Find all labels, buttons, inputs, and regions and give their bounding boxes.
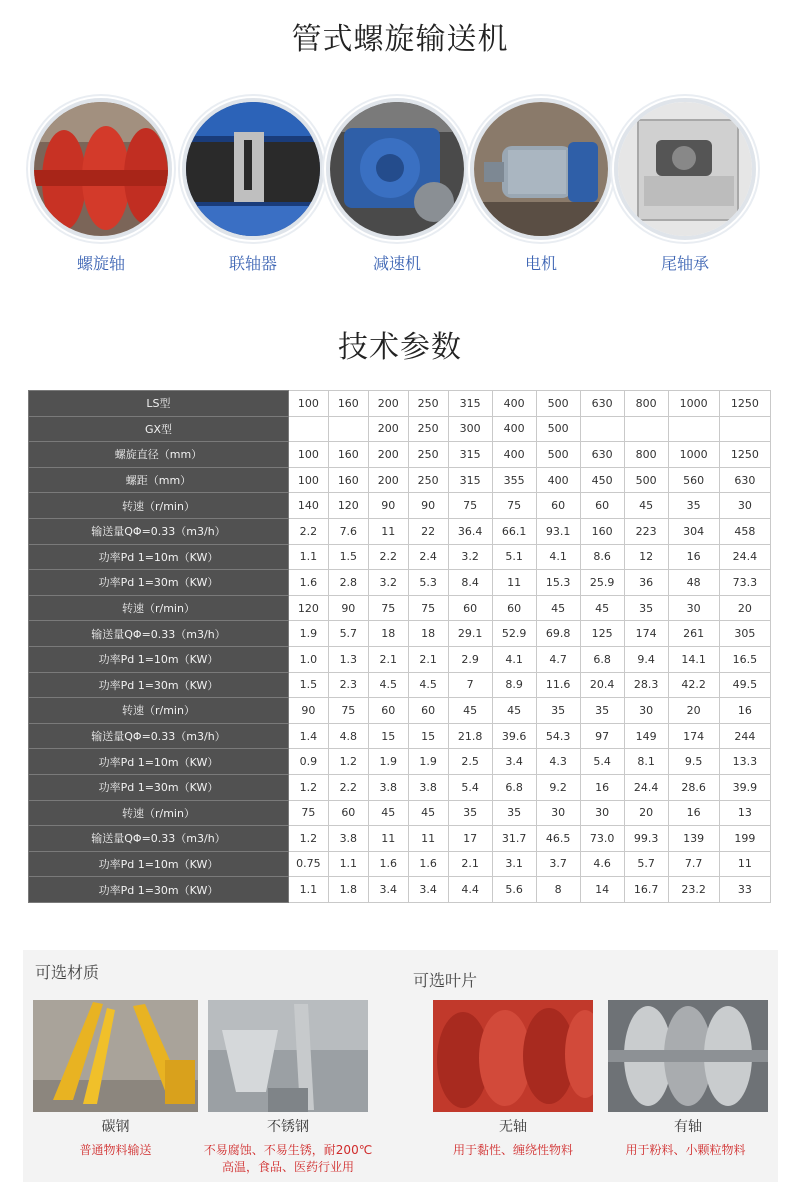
spec-cell: 20 xyxy=(624,800,668,826)
spec-cell: 244 xyxy=(719,723,770,749)
spec-cell: 1.5 xyxy=(288,672,328,698)
spec-cell: 3.4 xyxy=(492,749,536,775)
spec-cell: 5.4 xyxy=(580,749,624,775)
spec-cell: 9.4 xyxy=(624,646,668,672)
spec-row xyxy=(29,877,771,903)
spec-row xyxy=(29,646,771,672)
spec-cell: 1.4 xyxy=(288,723,328,749)
spec-row-label: 转速（r/min） xyxy=(29,698,289,724)
shafted-caption: 有轴 xyxy=(674,1119,702,1135)
spec-cell: 3.7 xyxy=(536,851,580,877)
spec-cell: 0.75 xyxy=(288,851,328,877)
spec-cell: 6.8 xyxy=(580,646,624,672)
spec-cell: 2.5 xyxy=(448,749,492,775)
spec-cell: 30 xyxy=(580,800,624,826)
spec-cell: 1.6 xyxy=(408,851,448,877)
spec-cell: 4.4 xyxy=(448,877,492,903)
page-title: 管式螺旋输送机 xyxy=(291,22,509,57)
spec-cell: 16 xyxy=(719,698,770,724)
spec-cell: 39.9 xyxy=(719,774,770,800)
spec-cell: 11.6 xyxy=(536,672,580,698)
spec-cell: 35 xyxy=(492,800,536,826)
spec-cell: 49.5 xyxy=(719,672,770,698)
spec-cell: 315 xyxy=(448,391,492,417)
carbon-steel-caption: 碳钢 xyxy=(101,1119,130,1135)
spec-cell: 3.4 xyxy=(368,877,408,903)
spec-cell: 90 xyxy=(328,595,368,621)
spec-cell: 3.1 xyxy=(492,851,536,877)
spec-cell: 200 xyxy=(368,467,408,493)
spec-cell: 400 xyxy=(492,442,536,468)
spec-cell: 4.8 xyxy=(328,723,368,749)
spec-cell: 140 xyxy=(288,493,328,519)
spec-row xyxy=(29,723,771,749)
spec-cell: 11 xyxy=(408,826,448,852)
spec-cell: 160 xyxy=(328,391,368,417)
spec-cell: 8 xyxy=(536,877,580,903)
spec-cell: 1250 xyxy=(719,391,770,417)
spec-cell: 30 xyxy=(668,595,719,621)
spec-cell: 21.8 xyxy=(448,723,492,749)
spec-cell: 1.5 xyxy=(328,544,368,570)
spec-row xyxy=(29,493,771,519)
spec-cell: 60 xyxy=(536,493,580,519)
spec-cell: 5.4 xyxy=(448,774,492,800)
spec-row xyxy=(29,621,771,647)
spec-cell: 1.1 xyxy=(288,877,328,903)
spec-cell: 20 xyxy=(719,595,770,621)
spec-row-label: 功率Pd 1=30m（KW） xyxy=(29,570,289,596)
spec-cell: 315 xyxy=(448,467,492,493)
spec-cell: 45 xyxy=(624,493,668,519)
spec-cell: 20.4 xyxy=(580,672,624,698)
spec-cell xyxy=(328,416,368,442)
reducer-photo xyxy=(326,98,468,240)
spec-cell: 500 xyxy=(624,467,668,493)
spec-cell: 60 xyxy=(492,595,536,621)
spec-cell: 1.2 xyxy=(288,774,328,800)
spec-cell: 48 xyxy=(668,570,719,596)
spec-cell: 6.8 xyxy=(492,774,536,800)
spec-cell: 4.7 xyxy=(536,646,580,672)
spec-row xyxy=(29,851,771,877)
component-reducer xyxy=(324,98,470,274)
stainless-steel-caption: 不锈钢 xyxy=(267,1119,309,1135)
spec-cell: 24.4 xyxy=(624,774,668,800)
spec-cell: 36 xyxy=(624,570,668,596)
spec-cell: 100 xyxy=(288,391,328,417)
spec-row-label: 输送量QΦ=0.33（m3/h） xyxy=(29,826,289,852)
spec-cell: 458 xyxy=(719,518,770,544)
spec-cell: 30 xyxy=(536,800,580,826)
blades-heading: 可选叶片 xyxy=(413,971,478,990)
spec-cell: 174 xyxy=(668,723,719,749)
spec-row-label: 功率Pd 1=10m（KW） xyxy=(29,646,289,672)
spec-cell: 9.5 xyxy=(668,749,719,775)
spec-cell: 45 xyxy=(408,800,448,826)
spec-cell: 630 xyxy=(580,391,624,417)
spec-cell: 4.5 xyxy=(408,672,448,698)
spec-cell: 200 xyxy=(368,391,408,417)
screw-shaft-photo xyxy=(30,98,172,240)
spec-cell: 22 xyxy=(408,518,448,544)
spec-cell: 3.8 xyxy=(368,774,408,800)
spec-cell: 45 xyxy=(536,595,580,621)
spec-cell: 149 xyxy=(624,723,668,749)
spec-row-label: 螺旋直径（mm） xyxy=(29,442,289,468)
spec-cell: 28.6 xyxy=(668,774,719,800)
component-label: 减速机 xyxy=(372,254,421,273)
spec-cell: 300 xyxy=(448,416,492,442)
spec-cell: 4.1 xyxy=(492,646,536,672)
spec-cell: 1000 xyxy=(668,391,719,417)
spec-cell: 69.8 xyxy=(536,621,580,647)
spec-cell: 24.4 xyxy=(719,544,770,570)
spec-row xyxy=(29,826,771,852)
spec-cell: 20 xyxy=(668,698,719,724)
spec-row-label: 功率Pd 1=30m（KW） xyxy=(29,672,289,698)
spec-cell: 2.1 xyxy=(368,646,408,672)
spec-cell: 17 xyxy=(448,826,492,852)
spec-cell: 5.3 xyxy=(408,570,448,596)
spec-cell: 2.2 xyxy=(288,518,328,544)
spec-row-label: 功率Pd 1=10m（KW） xyxy=(29,544,289,570)
spec-cell: 16.5 xyxy=(719,646,770,672)
component-screw-shaft xyxy=(28,98,174,274)
spec-cell: 2.2 xyxy=(368,544,408,570)
component-label: 联轴器 xyxy=(228,254,277,273)
options-panel xyxy=(23,950,778,1182)
spec-cell: 15 xyxy=(368,723,408,749)
spec-cell: 97 xyxy=(580,723,624,749)
spec-cell xyxy=(580,416,624,442)
spec-cell: 11 xyxy=(368,826,408,852)
spec-cell: 100 xyxy=(288,442,328,468)
spec-row xyxy=(29,544,771,570)
spec-cell: 2.8 xyxy=(328,570,368,596)
spec-row xyxy=(29,800,771,826)
spec-row xyxy=(29,391,771,417)
spec-cell: 90 xyxy=(368,493,408,519)
spec-cell: 31.7 xyxy=(492,826,536,852)
tail-bearing-photo xyxy=(614,98,756,240)
stainless-steel-photo xyxy=(208,1000,368,1112)
spec-row xyxy=(29,595,771,621)
spec-cell: 16.7 xyxy=(624,877,668,903)
spec-cell: 1.1 xyxy=(288,544,328,570)
spec-cell: 11 xyxy=(492,570,536,596)
spec-cell: 90 xyxy=(408,493,448,519)
spec-cell: 223 xyxy=(624,518,668,544)
spec-cell: 1.9 xyxy=(368,749,408,775)
shaftless-blade-photo xyxy=(433,1000,593,1112)
spec-cell xyxy=(719,416,770,442)
spec-cell: 160 xyxy=(328,442,368,468)
spec-cell: 250 xyxy=(408,467,448,493)
spec-cell: 45 xyxy=(492,698,536,724)
spec-cell: 25.9 xyxy=(580,570,624,596)
spec-cell: 3.2 xyxy=(368,570,408,596)
spec-cell: 35 xyxy=(624,595,668,621)
spec-cell: 120 xyxy=(328,493,368,519)
spec-cell: 8.9 xyxy=(492,672,536,698)
spec-cell: 45 xyxy=(368,800,408,826)
spec-cell: 305 xyxy=(719,621,770,647)
spec-row-label: 功率Pd 1=10m（KW） xyxy=(29,851,289,877)
spec-cell: 400 xyxy=(492,391,536,417)
shafted-desc: 用于粉料、小颗粒物料 xyxy=(625,1143,746,1157)
component-motor xyxy=(468,98,614,274)
spec-cell: 4.5 xyxy=(368,672,408,698)
spec-cell: 60 xyxy=(408,698,448,724)
spec-cell: 99.3 xyxy=(624,826,668,852)
spec-cell: 60 xyxy=(448,595,492,621)
stainless-steel-desc: 不易腐蚀、不易生锈，耐200℃ 高温，食品、医药行业用 xyxy=(203,1143,373,1174)
spec-cell: 2.1 xyxy=(448,851,492,877)
spec-cell: 125 xyxy=(580,621,624,647)
spec-cell: 35 xyxy=(580,698,624,724)
spec-cell: 250 xyxy=(408,391,448,417)
spec-row-label: 输送量QΦ=0.33（m3/h） xyxy=(29,518,289,544)
spec-cell: 75 xyxy=(328,698,368,724)
spec-cell: 1.6 xyxy=(368,851,408,877)
spec-cell: 2.4 xyxy=(408,544,448,570)
spec-cell xyxy=(668,416,719,442)
spec-cell: 45 xyxy=(448,698,492,724)
spec-cell: 3.8 xyxy=(408,774,448,800)
spec-cell: 199 xyxy=(719,826,770,852)
spec-cell: 120 xyxy=(288,595,328,621)
spec-cell: 60 xyxy=(328,800,368,826)
spec-cell: 2.9 xyxy=(448,646,492,672)
spec-cell: 3.8 xyxy=(328,826,368,852)
spec-cell: 200 xyxy=(368,416,408,442)
spec-cell: 100 xyxy=(288,467,328,493)
spec-cell: 450 xyxy=(580,467,624,493)
spec-cell: 14 xyxy=(580,877,624,903)
spec-cell: 28.3 xyxy=(624,672,668,698)
spec-cell: 16 xyxy=(580,774,624,800)
spec-cell: 2.1 xyxy=(408,646,448,672)
spec-cell: 73.0 xyxy=(580,826,624,852)
spec-cell: 400 xyxy=(536,467,580,493)
materials-heading: 可选材质 xyxy=(35,963,100,982)
spec-cell: 13 xyxy=(719,800,770,826)
spec-cell: 1.3 xyxy=(328,646,368,672)
carbon-steel-photo xyxy=(33,1000,198,1112)
spec-cell: 8.6 xyxy=(580,544,624,570)
spec-cell: 14.1 xyxy=(668,646,719,672)
shaftless-caption: 无轴 xyxy=(499,1119,527,1135)
spec-cell: 1.6 xyxy=(288,570,328,596)
spec-cell: 1000 xyxy=(668,442,719,468)
spec-cell: 250 xyxy=(408,442,448,468)
spec-cell: 75 xyxy=(408,595,448,621)
spec-row xyxy=(29,570,771,596)
component-tail-bearing xyxy=(612,98,758,274)
spec-cell: 3.2 xyxy=(448,544,492,570)
spec-cell: 160 xyxy=(580,518,624,544)
spec-cell: 139 xyxy=(668,826,719,852)
spec-cell: 250 xyxy=(408,416,448,442)
spec-cell: 1.9 xyxy=(408,749,448,775)
spec-cell: 500 xyxy=(536,416,580,442)
component-coupling xyxy=(180,98,326,274)
spec-cell: 800 xyxy=(624,391,668,417)
spec-cell: 36.4 xyxy=(448,518,492,544)
spec-cell: 5.7 xyxy=(328,621,368,647)
coupling-photo xyxy=(182,98,324,240)
spec-row xyxy=(29,774,771,800)
spec-cell: 15.3 xyxy=(536,570,580,596)
spec-cell: 30 xyxy=(719,493,770,519)
component-label: 尾轴承 xyxy=(660,254,709,273)
spec-cell: 500 xyxy=(536,391,580,417)
carbon-steel-desc: 普通物料输送 xyxy=(79,1143,152,1157)
spec-cell: 29.1 xyxy=(448,621,492,647)
spec-row-label: 输送量QΦ=0.33（m3/h） xyxy=(29,723,289,749)
spec-cell: 39.6 xyxy=(492,723,536,749)
spec-cell: 23.2 xyxy=(668,877,719,903)
spec-cell: 304 xyxy=(668,518,719,544)
spec-cell: 500 xyxy=(536,442,580,468)
spec-row-label: GX型 xyxy=(29,416,289,442)
spec-cell: 75 xyxy=(368,595,408,621)
spec-cell: 33 xyxy=(719,877,770,903)
spec-row xyxy=(29,672,771,698)
spec-cell: 4.3 xyxy=(536,749,580,775)
spec-cell: 5.7 xyxy=(624,851,668,877)
spec-cell: 73.3 xyxy=(719,570,770,596)
spec-cell: 18 xyxy=(368,621,408,647)
spec-cell: 8.1 xyxy=(624,749,668,775)
spec-cell: 0.9 xyxy=(288,749,328,775)
spec-cell: 2.3 xyxy=(328,672,368,698)
spec-row-label: 功率Pd 1=30m（KW） xyxy=(29,877,289,903)
spec-cell: 75 xyxy=(448,493,492,519)
spec-row-label: 输送量QΦ=0.33（m3/h） xyxy=(29,621,289,647)
spec-cell: 11 xyxy=(719,851,770,877)
spec-cell: 7.7 xyxy=(668,851,719,877)
shaftless-desc: 用于黏性、缠绕性物料 xyxy=(452,1143,573,1157)
spec-cell: 800 xyxy=(624,442,668,468)
spec-cell: 66.1 xyxy=(492,518,536,544)
spec-cell: 355 xyxy=(492,467,536,493)
spec-cell: 60 xyxy=(580,493,624,519)
spec-row-label: LS型 xyxy=(29,391,289,417)
spec-cell: 60 xyxy=(368,698,408,724)
spec-cell: 8.4 xyxy=(448,570,492,596)
spec-row-label: 转速（r/min） xyxy=(29,493,289,519)
spec-cell: 54.3 xyxy=(536,723,580,749)
spec-table xyxy=(28,390,771,903)
spec-cell xyxy=(624,416,668,442)
spec-cell: 4.1 xyxy=(536,544,580,570)
spec-cell: 7.6 xyxy=(328,518,368,544)
spec-cell: 160 xyxy=(328,467,368,493)
spec-row-label: 功率Pd 1=10m（KW） xyxy=(29,749,289,775)
spec-cell: 1.0 xyxy=(288,646,328,672)
spec-cell: 52.9 xyxy=(492,621,536,647)
spec-cell: 16 xyxy=(668,800,719,826)
spec-row-label: 转速（r/min） xyxy=(29,595,289,621)
spec-cell: 90 xyxy=(288,698,328,724)
spec-cell: 93.1 xyxy=(536,518,580,544)
spec-cell: 4.6 xyxy=(580,851,624,877)
spec-cell: 1.8 xyxy=(328,877,368,903)
spec-row-label: 转速（r/min） xyxy=(29,800,289,826)
spec-cell: 35 xyxy=(668,493,719,519)
spec-cell: 35 xyxy=(448,800,492,826)
spec-cell: 200 xyxy=(368,442,408,468)
spec-cell: 2.2 xyxy=(328,774,368,800)
spec-cell: 5.1 xyxy=(492,544,536,570)
spec-cell: 315 xyxy=(448,442,492,468)
component-label: 电机 xyxy=(524,254,557,273)
spec-cell: 75 xyxy=(288,800,328,826)
spec-cell xyxy=(288,416,328,442)
spec-row xyxy=(29,698,771,724)
spec-title: 技术参数 xyxy=(338,330,462,365)
spec-cell: 1250 xyxy=(719,442,770,468)
spec-row xyxy=(29,518,771,544)
spec-cell: 13.3 xyxy=(719,749,770,775)
spec-cell: 261 xyxy=(668,621,719,647)
spec-row xyxy=(29,749,771,775)
spec-cell: 630 xyxy=(580,442,624,468)
spec-cell: 5.6 xyxy=(492,877,536,903)
spec-cell: 400 xyxy=(492,416,536,442)
spec-cell: 46.5 xyxy=(536,826,580,852)
component-label: 螺旋轴 xyxy=(76,254,125,273)
shafted-blade-photo xyxy=(608,1000,768,1112)
spec-cell: 42.2 xyxy=(668,672,719,698)
spec-row-label: 功率Pd 1=30m（KW） xyxy=(29,774,289,800)
spec-cell: 1.1 xyxy=(328,851,368,877)
spec-cell: 7 xyxy=(448,672,492,698)
spec-row xyxy=(29,416,771,442)
motor-photo xyxy=(470,98,612,240)
spec-cell: 35 xyxy=(536,698,580,724)
spec-cell: 1.9 xyxy=(288,621,328,647)
spec-cell: 30 xyxy=(624,698,668,724)
spec-cell: 3.4 xyxy=(408,877,448,903)
spec-row xyxy=(29,467,771,493)
spec-cell: 18 xyxy=(408,621,448,647)
spec-cell: 630 xyxy=(719,467,770,493)
spec-cell: 9.2 xyxy=(536,774,580,800)
spec-row xyxy=(29,442,771,468)
spec-cell: 11 xyxy=(368,518,408,544)
spec-cell: 75 xyxy=(492,493,536,519)
spec-row-label: 螺距（mm） xyxy=(29,467,289,493)
spec-cell: 15 xyxy=(408,723,448,749)
spec-cell: 16 xyxy=(668,544,719,570)
spec-cell: 560 xyxy=(668,467,719,493)
spec-cell: 174 xyxy=(624,621,668,647)
spec-cell: 1.2 xyxy=(328,749,368,775)
spec-cell: 1.2 xyxy=(288,826,328,852)
spec-cell: 45 xyxy=(580,595,624,621)
spec-cell: 12 xyxy=(624,544,668,570)
